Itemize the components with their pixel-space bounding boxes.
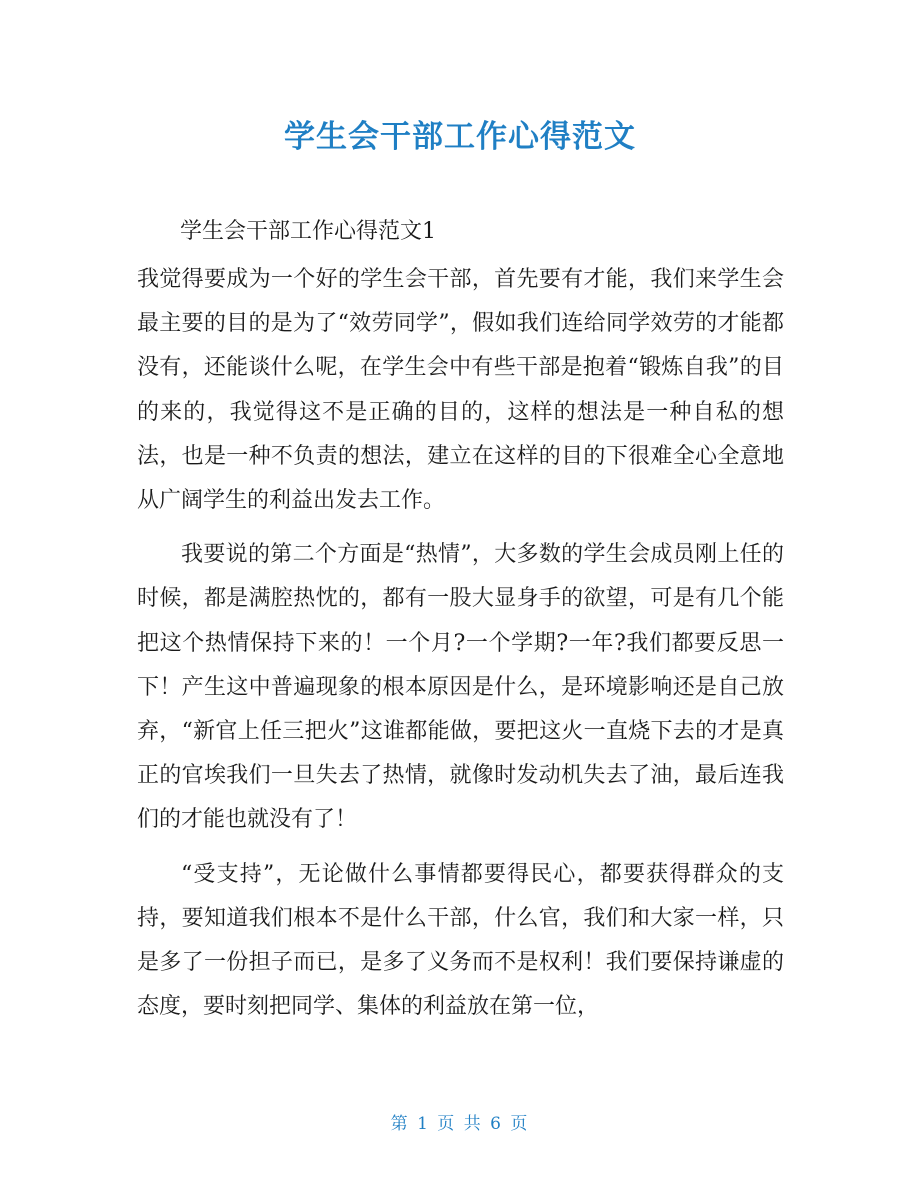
document-subtitle: 学生会干部工作心得范文1 [180, 219, 436, 244]
page-number-footer: 第 1 页 共 6 页 [390, 1114, 530, 1134]
document-body [137, 258, 784, 1039]
paragraph-3: “受支持”，无论做什么事情都要得民心，都要获得群众的支持，要知道我们根本不是什么干部，什么官，我们和大家一样，只是多了一份担子而已，是多了义务而不是权利！我们要保持谦虚的态度，要时刻把同学、集体的利益放在第一位， [137, 861, 784, 1020]
document-title: 学生会干部工作心得范文 [284, 119, 636, 155]
paragraph-1: 我觉得要成为一个好的学生会干部，首先要有才能，我们来学生会最主要的目的是为了“效劳同学”，假如我们连给同学效劳的才能都没有，还能谈什么呢，在学生会中有些干部是抱着“锻炼自我”的目的来的，我觉得这不是正确的目的，这样的想法是一种自私的想法，也是一种不负责的想法，建立在这样的目的下很难全心全意地从广阔学生的利益出发去工作。 [137, 267, 784, 514]
paragraph-2: 我要说的第二个方面是“热情”，大多数的学生会成员刚上任的时候，都是满腔热忱的，都有一股大显身手的欲望，可是有几个能把这个热情保持下来的！一个月?一个学期?一年?我们都要反思一下！产生这中普遍现象的根本原因是什么，是环境影响还是自己放弃，“新官上任三把火”这谁都能做，要把这火一直烧下去的才是真正的官埃我们一旦失去了热情，就像时发动机失去了油，最后连我们的才能也就没有了！ [137, 542, 784, 833]
